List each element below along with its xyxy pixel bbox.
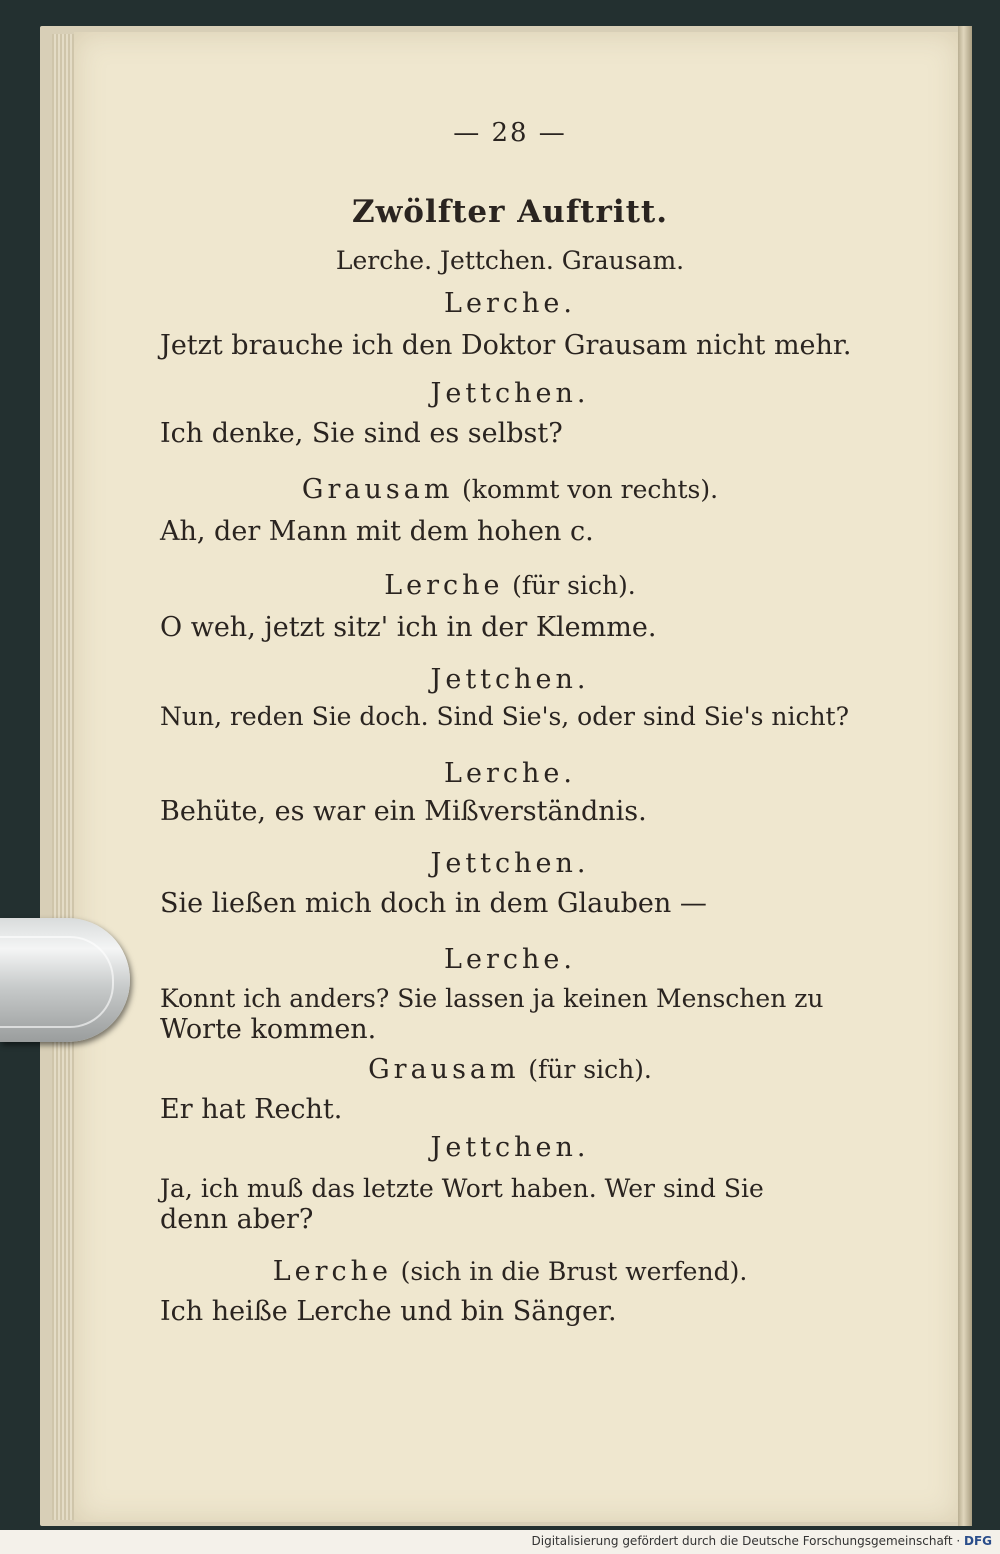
speaker-name: Jettchen. bbox=[430, 1132, 590, 1163]
credit-text: Digitalisierung gefördert durch die Deutsche Forschungsgemeinschaft · bbox=[531, 1534, 961, 1548]
page-number: — 28 — bbox=[453, 118, 567, 148]
speaker-name: Lerche. bbox=[444, 288, 576, 319]
dialogue-line: Ah, der Mann mit dem hohen c. bbox=[160, 516, 594, 547]
dialogue-line: O weh, jetzt sitz' ich in der Klemme. bbox=[160, 612, 657, 643]
dialogue-line: Ich denke, Sie sind es selbst? bbox=[160, 418, 563, 449]
dialogue-line: Jetzt brauche ich den Doktor Grausam nicht mehr. bbox=[160, 330, 852, 361]
speaker-name: Lerche. bbox=[444, 758, 576, 789]
speaker-name: Lerche (für sich). bbox=[384, 570, 636, 601]
stage-direction: (kommt von rechts). bbox=[462, 475, 719, 504]
speaker-name: Jettchen. bbox=[430, 664, 590, 695]
dialogue-line: Nun, reden Sie doch. Sind Sie's, oder sind Sie's nicht? bbox=[160, 702, 850, 731]
dialogue-line: Konnt ich anders? Sie lassen ja keinen Menschen zu bbox=[160, 984, 824, 1013]
stage-direction: (sich in die Brust werfend). bbox=[400, 1257, 748, 1286]
page-clip-highlight bbox=[0, 936, 114, 1028]
speaker-name: Jettchen. bbox=[430, 378, 590, 409]
page-right-edge bbox=[958, 26, 972, 1526]
dialogue-line: Worte kommen. bbox=[160, 1014, 377, 1045]
dialogue-line: denn aber? bbox=[160, 1204, 314, 1235]
speaker-name: Lerche. bbox=[444, 944, 576, 975]
speaker-name: Lerche (sich in die Brust werfend). bbox=[272, 1256, 748, 1287]
stage-direction: (für sich). bbox=[528, 1055, 652, 1084]
speaker-name: Grausam (kommt von rechts). bbox=[301, 474, 719, 505]
dialogue-line: Ich heiße Lerche und bin Sänger. bbox=[160, 1296, 617, 1327]
dfg-logo: DFG bbox=[963, 1534, 992, 1548]
dialogue-line: Ja, ich muß das letzte Wort haben. Wer sind Sie bbox=[160, 1174, 764, 1203]
characters-list: Lerche. Jettchen. Grausam. bbox=[335, 246, 685, 275]
stage-direction: (für sich). bbox=[512, 571, 636, 600]
dialogue-line: Behüte, es war ein Mißverständnis. bbox=[160, 796, 647, 827]
digitization-credit bbox=[532, 1534, 992, 1548]
speaker-name: Grausam (für sich). bbox=[368, 1054, 652, 1085]
dialogue-line: Er hat Recht. bbox=[160, 1094, 343, 1125]
dialogue-line: Sie ließen mich doch in dem Glauben — bbox=[160, 888, 707, 919]
scene-title: Zwölfter Auftritt. bbox=[351, 194, 669, 230]
speaker-name: Jettchen. bbox=[430, 848, 590, 879]
